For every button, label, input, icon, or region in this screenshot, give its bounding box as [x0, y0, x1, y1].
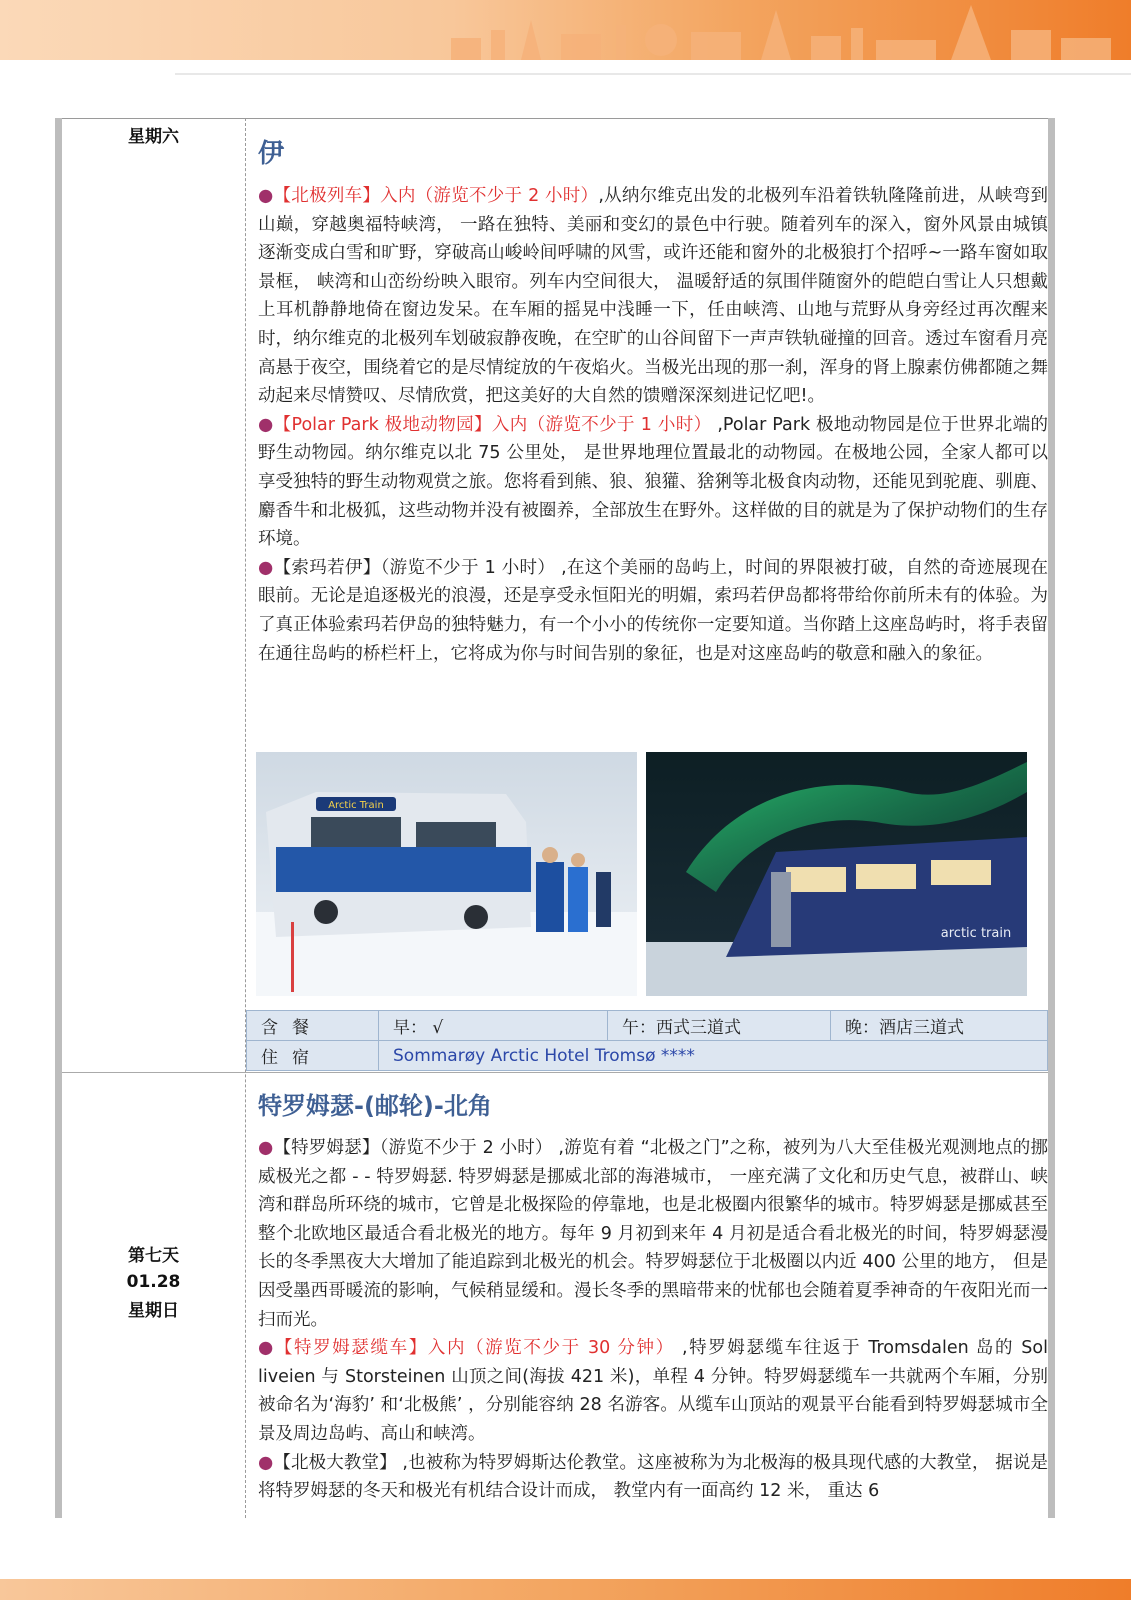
- attraction-name: 【北极大教堂】: [273, 1452, 397, 1473]
- day6-title: 伊: [258, 139, 285, 169]
- day6-item-arctic-train: [258, 182, 1048, 411]
- arctic-train-snow-photo: [256, 752, 637, 996]
- bullet-icon: ●: [258, 1338, 275, 1359]
- header-banner: [0, 0, 1131, 60]
- day7-day-number: 第七天: [128, 1246, 179, 1266]
- attraction-name: 【特罗姆瑟缆车】入内（游览不少于 30 分钟）: [274, 1338, 675, 1359]
- hotel-name: Sommarøy Arctic Hotel Tromsø ****: [379, 1041, 1048, 1071]
- meals-label: 含餐: [247, 1011, 379, 1041]
- table-top-border: [55, 118, 1055, 119]
- attraction-name: 【特罗姆瑟】（游览不少于 2 小时）: [273, 1138, 553, 1158]
- day6-weekday: 星期六: [128, 127, 179, 147]
- attraction-description: ,从纳尔维克出发的北极列车沿着铁轨隆隆前进，从峡弯到山巅，穿越奥福特峡湾， 一路在独特、美丽和变幻的景色中行驶。随着列车的深入，窗外风景由城镇逐渐变成白雪和旷野，穿破高山峻岭间呼啸的风雪，或许还能和窗外的北极狼打个招呼~一路车窗如取景框， 峡湾和山峦纷纷映入眼帘。列车内空间很大， 温暖舒适的氛围伴随窗外的皑皑白雪让人只想戴上耳机静静地倚在窗边发呆。在车厢的摇晃中浅睡一下，任由峡湾、山地与荒野从身旁经过再次醒来时，纳尔维克的北极列车划破寂静夜晚，在空旷的山谷间留下一声声铁轨碰撞的回音。透过车窗看月亮高悬于夜空，围绕着它的是尽情绽放的午夜焰火。当极光出现的那一刹，浑身的肾上腺素仿佛都随之舞动起来尽情赞叹、尽情欣赏，把这美好的大自然的馈赠深深刻进记忆吧!。: [258, 186, 1048, 407]
- attraction-description: ,在这个美丽的岛屿上，时间的界限被打破，自然的奇迹展现在眼前。无论是追逐极光的浪漫，还是享受永恒阳光的明媚，索玛若伊岛都将带给你前所未有的体验。为了真正体验索玛若伊岛的独特魅力，有一个小小的传统你一定要知道。当你踏上这座岛屿时，将手表留在通往岛屿的桥栏杆上，它将成为你与时间告别的象征，也是对这座岛屿的敬意和融入的象征。: [258, 557, 1049, 664]
- row-divider: [62, 1072, 1048, 1073]
- header-rule: [175, 73, 1131, 75]
- day7-title: 特罗姆瑟-(邮轮)-北角: [258, 1092, 492, 1120]
- day7-item-cable-car: [258, 1334, 1048, 1448]
- day7-item-tromso: [258, 1134, 1048, 1334]
- city-skyline-icon: [431, 0, 1131, 60]
- train-logo-text: arctic train: [940, 926, 1012, 941]
- table-left-border: [55, 118, 62, 1518]
- arctic-train-aurora-photo: [646, 752, 1027, 996]
- attraction-description: ,特罗姆瑟缆车往返于 Tromsdalen 岛的 Sol liveien 与 Storsteinen 山顶之间(海拔 421 米)，单程 4 分钟。特罗姆瑟缆车一共就两个车厢，分别被命名为‘海豹’ 和‘北极熊’ ，分别能容纳 28 名游客。从缆车山顶站的观景平台能看到特罗姆瑟城市全景及周边岛屿、高山和峡湾。: [258, 1338, 1048, 1444]
- hotel-label: 住宿: [247, 1041, 379, 1071]
- table-right-border: [1048, 118, 1055, 1518]
- lunch-cell: 午：西式三道式: [608, 1011, 831, 1041]
- day7-itinerary: [258, 1134, 1048, 1506]
- hotel-row: [247, 1041, 1048, 1071]
- day6-itinerary: [258, 182, 1048, 668]
- attraction-description: ,也被称为特罗姆斯达伦教堂。这座被称为为北极海的极具现代感的大教堂， 据说是将特罗姆瑟的冬天和极光有机结合设计而成， 教堂内有一面高约 12 米， 重达 6: [258, 1452, 1048, 1502]
- train-destination-sign: Arctic Train: [328, 800, 384, 811]
- day6-item-polar-park: [258, 411, 1048, 554]
- bullet-icon: ●: [258, 1138, 274, 1158]
- attraction-description: ,游览有着 “北极之门”之称，被列为八大至佳极光观测地点的挪威极光之都 - - 特罗姆瑟. 特罗姆瑟是挪威北部的海港城市， 一座充满了文化和历史气息，被群山、峡湾和群岛所环绕的城市，它曾是北极探险的停靠地，也是北极圈内很繁华的城市。特罗姆瑟是挪威甚至整个北欧地区最适合看北极光的地方。每年 9 月初到来年 4 月初是适合看北极光的时间，特罗姆瑟漫长的冬季黑夜大大增加了能追踪到北极光的机会。特罗姆瑟位于北极圈以内近 400 公里的地方， 但是因受墨西哥暖流的影响，气候稍显缓和。漫长冬季的黑暗带来的忧郁也会随着夏季神奇的午夜阳光而一扫而光。: [258, 1138, 1048, 1330]
- attraction-name: 【Polar Park 极地动物园】入内（游览不少于 1 小时）: [273, 414, 712, 435]
- bullet-icon: ●: [258, 1452, 274, 1473]
- attraction-name: 【索玛若伊】（游览不少于 1 小时）: [273, 557, 556, 578]
- dinner-cell: 晚：酒店三道式: [831, 1011, 1048, 1041]
- footer-banner: [0, 1579, 1131, 1600]
- column-divider: [245, 118, 246, 1518]
- bullet-icon: ●: [258, 557, 274, 578]
- meals-hotel-table: [246, 1010, 1048, 1071]
- day7-item-arctic-cathedral: [258, 1449, 1048, 1506]
- day7-date: 01.28: [126, 1272, 181, 1292]
- day7-weekday: 星期日: [128, 1301, 179, 1321]
- attraction-description: ,Polar Park 极地动物园是位于世界北端的野生动物园。纳尔维克以北 75 公里处， 是世界地理位置最北的动物园。在极地公园，全家人都可以享受独特的野生动物观赏之旅。您将看到熊、狼、狼獾、猞猁等北极食肉动物，还能见到驼鹿、驯鹿、麝香牛和北极狐，这些动物并没有被圈养，全部放生在野外。这样做的目的就是为了保护动物们的生存环境。: [258, 414, 1048, 550]
- bullet-icon: ●: [258, 414, 274, 435]
- meals-row: [247, 1011, 1048, 1041]
- attraction-name: 【北极列车】入内（游览不少于 2 小时）: [273, 186, 599, 206]
- bullet-icon: ●: [258, 186, 274, 206]
- breakfast-cell: 早： √: [379, 1011, 608, 1041]
- day6-item-sommaroy: [258, 554, 1048, 668]
